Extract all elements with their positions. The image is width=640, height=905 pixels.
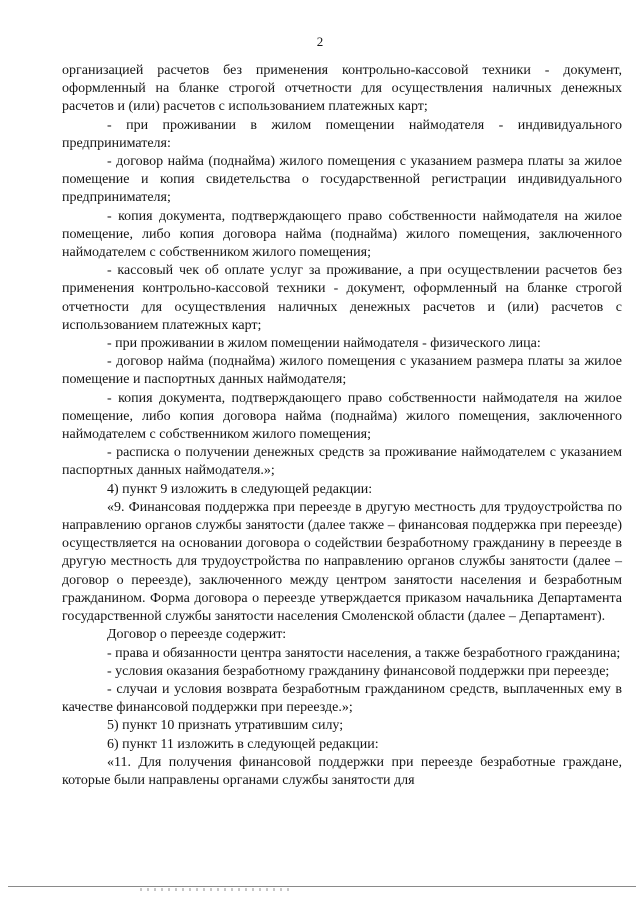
paragraph: - копия документа, подтверждающего право собственности наймодателя на жилое помещение, либо копия договора найма (поднайма) жилого помещения, заключенного наймодателем с собственником жилого помещения; [62,390,622,443]
paragraph: 6) пункт 11 изложить в следующей редакции: [107,736,379,752]
paragraph: - расписка о получении денежных средств за проживание наймодателем с указанием паспортных данных наймодателя.»; [62,445,622,479]
paragraph: 5) пункт 10 признать утратившим силу; [107,718,344,734]
paragraph: - права и обязанности центра занятости населения, а также безработного гражданина; [107,645,621,661]
paragraph: организацией расчетов без применения контрольно-кассовой техники - документ, оформленный на бланке строгой отчетности для осуществления наличных денежных расчетов и (или) расчетов с использованием платежных карт; [62,63,622,115]
paragraph: - случаи и условия возврата безработным гражданином средств, выплаченных ему в качестве финансовой поддержки при переезде.»; [62,681,622,716]
paragraph: «9. Финансовая поддержка при переезде в другую местность для трудоустройства по направлению органов службы занятости (далее также – финансовая поддержка при переезде) осуществляется на основании договора о содействии безработному гражданину в переезде в другую местность для трудоустройства по направлению органов службы занятости (далее – договор о переезде), заключенного между центром занятости населения и безработным гражданином. Форма договора о переезде утверждается приказом начальника Департамента государственной службы занятости населения Смоленской области (далее – Департамент). [62,499,622,625]
paragraph: - копия документа, подтверждающего право собственности наймодателя на жилое помещение, либо копия договора найма (поднайма) жилого помещения, заключенного наймодателем с собственником жилого помещения; [62,208,622,261]
paragraph: - договор найма (поднайма) жилого помещения с указанием размера платы за жилое помещение и паспортных данных наймодателя; [62,354,622,388]
paragraph: - договор найма (поднайма) жилого помещения с указанием размера платы за жилое помещение и копия свидетельства о государственной регистрации индивидуального предпринимателя; [62,154,622,206]
paragraph: «11. Для получения финансовой поддержки при переезде безработные граждане, которые были направлены органами службы занятости для [62,754,622,788]
page-number: 2 [316,34,324,49]
document-body [62,62,622,790]
paragraph: - при проживании в жилом помещении наймодателя - физического лица: [107,336,541,352]
scan-artifact [140,888,290,891]
paragraph: - при проживании в жилом помещении наймодателя - индивидуального предпринимателя: [62,117,622,151]
paragraph: Договор о переезде содержит: [107,627,287,643]
paragraph: - условия оказания безработному гражданину финансовой поддержки при переезде; [107,663,610,679]
paragraph: - кассовый чек об оплате услуг за проживание, а при осуществлении расчетов без применения контрольно-кассовой техники - документ, оформленный на бланке строгой отчетности для осуществления наличных денежных расчетов и (или) расчетов с использованием платежных карт; [62,263,622,333]
footer-divider [8,886,636,887]
paragraph: 4) пункт 9 изложить в следующей редакции: [107,481,373,497]
